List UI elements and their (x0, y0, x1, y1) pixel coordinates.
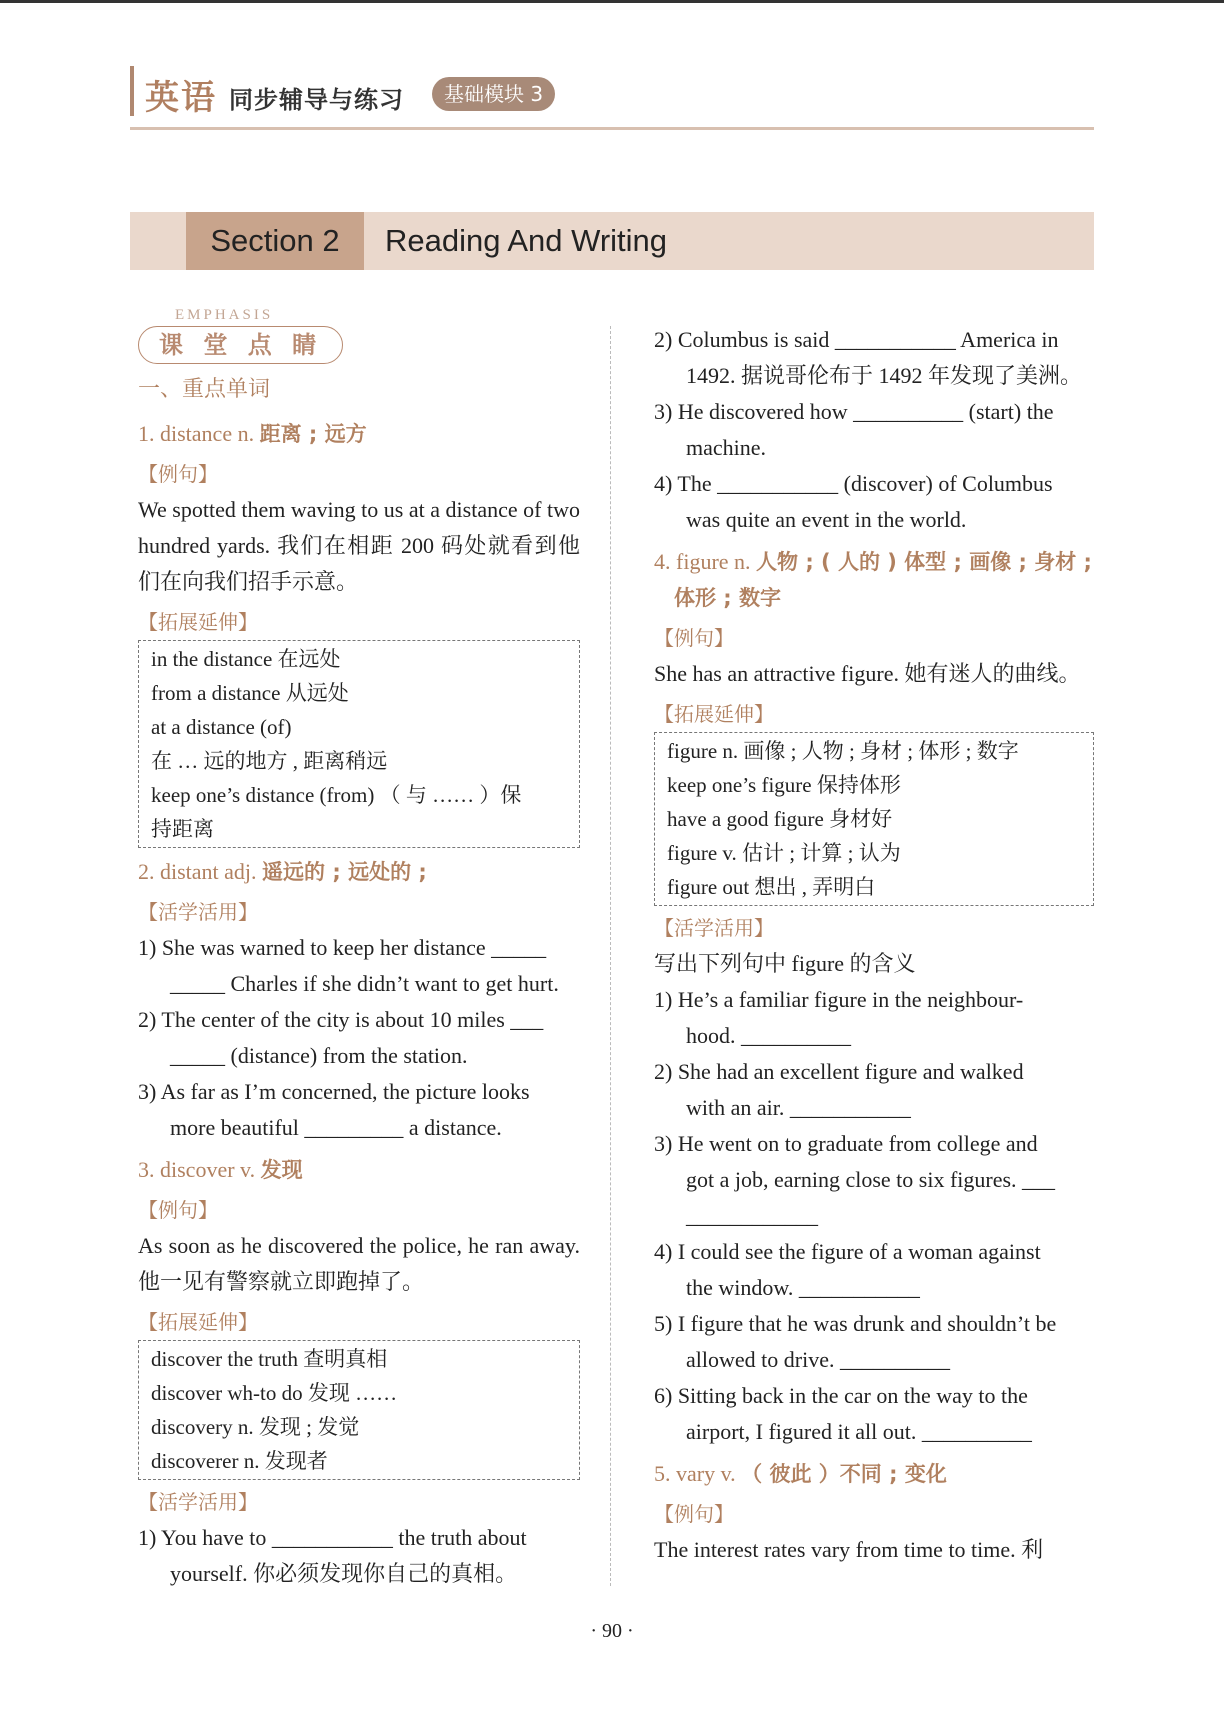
word-entry-distance (138, 416, 580, 452)
exercise-item: 2) Columbus is said ___________ America in 1492. 据说哥伦布于 1492 年发现了美洲。 (654, 327, 1083, 388)
emphasis-label-en: EMPHASIS (175, 307, 274, 323)
word-meaning: （ 彼此 ）不同 ; 变化 (741, 1462, 947, 1486)
header-module-badge: 基础模块 3 (432, 77, 555, 111)
extension-line: discovery n. 发现 ; 发觉 (151, 1415, 360, 1439)
page-number: · 90 · (590, 1620, 634, 1642)
exercise-item: 3) He discovered how __________ (start) the machine. (654, 399, 1054, 460)
exercise-item: 1) He’s a familiar figure in the neighbour- hood. __________ (654, 987, 1024, 1048)
tag-example: 【例句】 (138, 1198, 218, 1222)
example-sentence: She has an attractive figure. 她有迷人的曲线。 (654, 661, 1081, 686)
emphasis-label-zh: 课 堂 点 睛 (138, 326, 343, 364)
extension-line: keep one’s figure 保持体形 (667, 773, 901, 797)
extension-line: at a distance (of) (151, 715, 292, 739)
extension-line: discoverer n. 发现者 (151, 1449, 328, 1473)
section-number: Section 2 (186, 212, 364, 270)
extension-line: discover the truth 查明真相 (151, 1347, 388, 1371)
word-term: 5. vary v. (654, 1461, 742, 1486)
column-divider (610, 326, 611, 1586)
word-entry-figure (654, 544, 1094, 616)
header-accent-bar (130, 66, 134, 116)
example-sentence: The interest rates vary from time to time. 利 (654, 1537, 1044, 1562)
word-meaning: 遥远的 ; 远处的 ; (262, 860, 427, 884)
extension-line: figure out 想出 , 弄明白 (667, 875, 876, 899)
header-book-title: 同步辅导与练习 (229, 86, 404, 114)
extension-box (138, 1340, 580, 1480)
exercise-item: 4) The ___________ (discover) of Columbus was quite an event in the world. (654, 471, 1053, 532)
tag-extension: 【拓展延伸】 (138, 1310, 258, 1334)
header-subject: 英语 (145, 78, 217, 118)
tag-practice: 【活学活用】 (654, 916, 774, 940)
word-entry-distant (138, 854, 580, 890)
extension-line: 持距离 (151, 817, 214, 841)
extension-line: figure v. 估计 ; 计算 ; 认为 (667, 841, 901, 865)
extension-line: figure n. 画像 ; 人物 ; 身材 ; 体形 ; 数字 (667, 739, 1019, 763)
tag-practice: 【活学活用】 (138, 1490, 258, 1514)
exercise-instruction: 写出下列句中 figure 的含义 (654, 951, 916, 976)
word-term: 2. distant adj. (138, 859, 263, 884)
word-entry-vary (654, 1456, 1094, 1492)
tag-example: 【例句】 (138, 462, 218, 486)
word-meaning-cont: 体形 ; 数字 (674, 586, 782, 610)
extension-line: have a good figure 身材好 (667, 807, 893, 831)
extension-line: from a distance 从远处 (151, 681, 349, 705)
exercise-item: 6) Sitting back in the car on the way to the airport, I figured it all out. __________ (654, 1383, 1032, 1444)
top-border-line (0, 0, 1224, 3)
extension-line: discover wh-to do 发现 …… (151, 1381, 398, 1405)
exercise-item: 3) He went on to graduate from college and got a job, earning close to six figures. ___ ____________ (654, 1131, 1056, 1228)
word-meaning: 发现 (260, 1158, 303, 1182)
key-words-heading: 一、重点单词 (138, 377, 271, 402)
exercise-item: 1) She was warned to keep her distance _____ _____ Charles if she didn’t want to get hurt. (138, 935, 559, 996)
word-term: 3. discover v. (138, 1157, 261, 1182)
word-meaning: 人物 ; ( 人的 ) 体型 ; 画像 ; 身材 ; (756, 550, 1092, 574)
exercise-item: 4) I could see the figure of a woman against the window. ___________ (654, 1239, 1041, 1300)
left-column (138, 300, 580, 1592)
extension-line: 在 … 远的地方 , 距离稍远 (151, 749, 388, 773)
extension-box (138, 640, 580, 848)
tag-practice: 【活学活用】 (138, 900, 258, 924)
tag-extension: 【拓展延伸】 (138, 610, 258, 634)
word-entry-discover (138, 1152, 580, 1188)
exercise-item: 2) The center of the city is about 10 miles ___ _____ (distance) from the station. (138, 1007, 544, 1068)
exercise-item: 2) She had an excellent figure and walked with an air. ___________ (654, 1059, 1024, 1120)
header-rule (130, 127, 1094, 130)
exercise-item: 3) As far as I’m concerned, the picture looks more beautiful _________ a distance. (138, 1079, 530, 1140)
exercise-item: 1) You have to ___________ the truth about yourself. 你必须发现你自己的真相。 (138, 1525, 527, 1586)
word-term: 4. figure n. (654, 549, 757, 574)
extension-line: keep one’s distance (from) （ 与 …… ）保 (151, 783, 522, 807)
tag-extension: 【拓展延伸】 (654, 702, 774, 726)
extension-line: in the distance 在远处 (151, 647, 341, 671)
word-term: 1. distance n. (138, 421, 260, 446)
word-meaning: 距离 ; 远方 (259, 422, 367, 446)
example-sentence: We spotted them waving to us at a distance of two hundred yards. 我们在相距 200 码处就看到他们在向我们招手示意。 (138, 497, 580, 594)
example-sentence: As soon as he discovered the police, he ran away. 他一见有警察就立即跑掉了。 (138, 1233, 580, 1294)
tag-example: 【例句】 (654, 1502, 734, 1526)
tag-example: 【例句】 (654, 626, 734, 650)
section-title: Reading And Writing (385, 223, 668, 258)
right-column (654, 322, 1094, 1568)
extension-box (654, 732, 1094, 906)
exercise-item: 5) I figure that he was drunk and shouldn’t be allowed to drive. __________ (654, 1311, 1057, 1372)
